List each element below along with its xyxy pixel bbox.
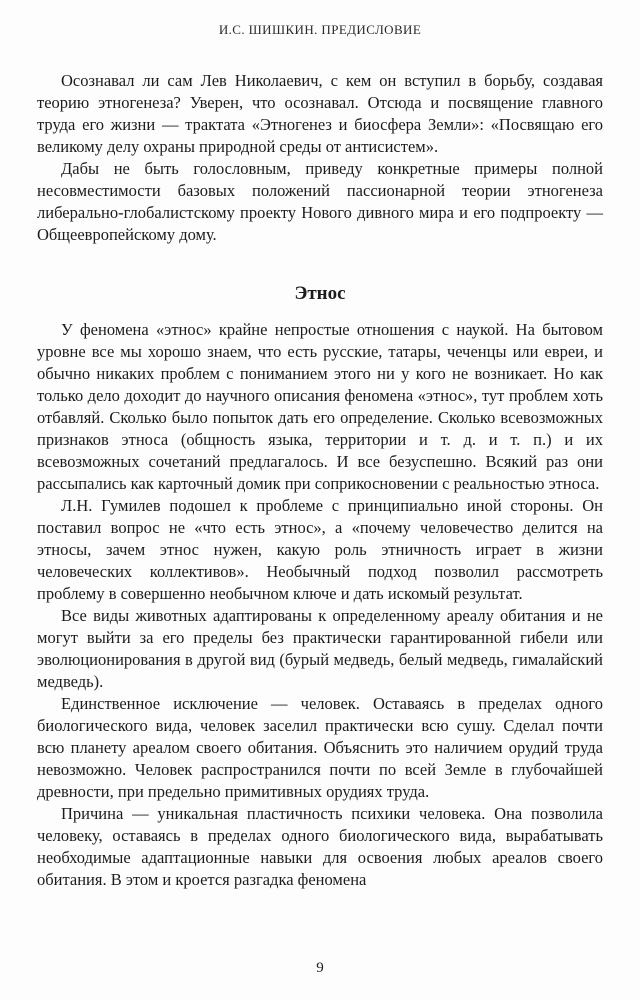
paragraph: Причина — уникальная пластичность психики человека. Она позволила человеку, оставаясь в пределах одного биологического вида, вырабатывать необходимые адаптационные навыки для освоения любых ареалов своего обитания. В этом и кроется разгадка феномена (37, 804, 603, 889)
paragraph: Единственное исключение — человек. Оставаясь в пределах одного биологического вида, человек заселил практически всю сушу. Сделал почти всю планету ареалом своего обитания. Объяснить это наличием орудий труда невозможно. Человек распространился почти по всей Земле в глубочайшей древности, при предельно примитивных орудиях труда. (37, 694, 603, 801)
section-heading: Этнос (294, 283, 346, 304)
paragraph: Все виды животных адаптированы к определенному ареалу обитания и не могут выйти за его пределы без практически гарантированной гибели или эволюционирования в другой вид (бурый медведь, белый медведь, гималайский медведь). (37, 606, 603, 691)
section-body-text (37, 319, 603, 891)
running-header: И.С. ШИШКИН. ПРЕДИСЛОВИЕ (218, 22, 422, 37)
intro-text (37, 70, 603, 246)
paragraph: У феномена «этнос» крайне непростые отношения с наукой. На бытовом уровне все мы хорошо знаем, что есть русские, татары, чеченцы или евреи, и обычно никаких проблем с пониманием этого ни у кого не возникает. Но как только дело доходит до научного описания феномена «этнос», тут проблем хоть отбавляй. Сколько было попыток дать его определение. Сколько всевозможных признаков этноса (общность языка, территории и т. д. и т. п.) и их всевозможных сочетаний предлагалось. И все безуспешно. Всякий раз они рассыпались как карточный домик при соприкосновении с реальностью этноса. (37, 320, 603, 493)
paragraph: Л.Н. Гумилев подошел к проблеме с принципиально иной стороны. Он поставил вопрос не «что есть этнос», а «почему человечество делится на этносы, зачем этнос нужен, какую роль этничность играет в жизни человеческих коллективов». Необычный подход позволил рассмотреть проблему в совершенно необычном ключе и дать искомый результат. (37, 496, 603, 603)
paragraph: Дабы не быть голословным, приведу конкретные примеры полной несовместимости базовых положений пассионарной теории этногенеза либерально-глобалистскому проекту Нового дивного мира и его подпроекту — Общеевропейскому дому. (37, 159, 603, 244)
paragraph: Осознавал ли сам Лев Николаевич, с кем он вступил в борьбу, создавая теорию этногенеза? Уверен, что осознавал. Отсюда и посвящение главного труда его жизни — трактата «Этногенез и биосфера Земли»: «Посвящаю его великому делу охраны природной среды от антисистем». (37, 71, 603, 156)
page-number: 9 (316, 960, 324, 976)
